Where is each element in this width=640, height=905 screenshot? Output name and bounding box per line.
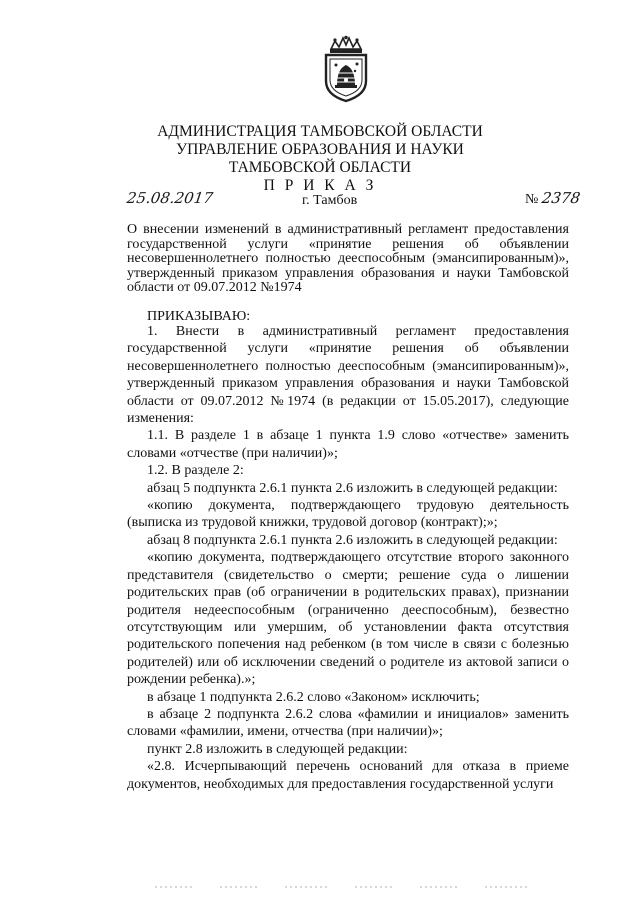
number-value: 2378 [540,189,582,207]
body-paragraph: «копию документа, подтверждающего отсутствие второго законного представителя (свидетельство о смерти; решение суда о лишении родительских прав (об ограничении в родительских правах), признании родителя недееспособным (ограниченно дееспособным), безвестно отсутствующим или умершим, об установлении факта отсутствия родительского попечения над ребенком (в том числе в связи с болезнью родителей) или об исключении сведений о родителе из актовой записи о рождении ребенка).»; [127,550,569,688]
order-body [127,323,569,793]
body-paragraph: абзац 8 подпункта 2.6.1 пункта 2.6 изложить в следующей редакции: [147,532,558,548]
org-name-line-1: АДМИНИСТРАЦИЯ ТАМБОВСКОЙ ОБЛАСТИ [157,123,483,140]
number-sign: № [525,192,539,207]
body-paragraph: пункт 2.8 изложить в следующей редакции: [147,741,408,757]
body-paragraph: в абзаце 1 подпункта 2.6.2 слово «Законом» исключить; [147,689,480,705]
body-paragraph: «2.8. Исчерпывающий перечень оснований для отказа в приеме документов, необходимых для предоставления государственной услуги [127,759,569,792]
document-type: П Р И К А З [263,177,377,194]
coat-of-arms-icon [319,35,373,103]
order-subject: О внесении изменений в административный регламент предоставления государственной услуги «принятие решения об объявлении несовершеннолетнего полностью дееспособным (эмансипированным)», утвержденный приказом управления образования и науки Тамбовской области от 09.07.2012 №1974 [127,222,569,296]
order-date: 25.08.2017 [125,189,215,207]
order-city: г. Тамбов [302,193,358,208]
body-paragraph: 1.2. В разделе 2: [147,463,244,479]
order-number [525,189,580,208]
body-paragraph: в абзаце 2 подпункта 2.6.2 слова «фамилии и инициалов» заменить словами «фамилии, имени, отчества (при наличии)»; [127,706,569,740]
order-verb: ПРИКАЗЫВАЮ: [147,309,251,324]
org-name-line-3: ТАМБОВСКОЙ ОБЛАСТИ [228,159,412,176]
body-paragraph: 1. Внести в административный регламент предоставления государственной услуги «принятие решения об объявлении несовершеннолетнего полностью дееспособным (эмансипированным)», утвержденный приказом управления образования и науки Тамбовской области от 09.07.2012 №1974 (в редакции от 15.05.2017), следующие изменения: [127,324,569,427]
scan-artifact-marks [155,884,555,890]
body-paragraph: «копию документа, подтверждающего трудовую деятельность (выписка из трудовой книжки, трудовой договор (контракт);»; [127,498,569,531]
org-name-line-2: УПРАВЛЕНИЕ ОБРАЗОВАНИЯ И НАУКИ [176,141,464,158]
body-paragraph: 1.1. В разделе 1 в абзаце 1 пункта 1.9 слово «отчестве» заменить словами «отчестве (при наличии)»; [127,428,569,461]
body-paragraph: абзац 5 подпункта 2.6.1 пункта 2.6 изложить в следующей редакции: [147,480,558,496]
